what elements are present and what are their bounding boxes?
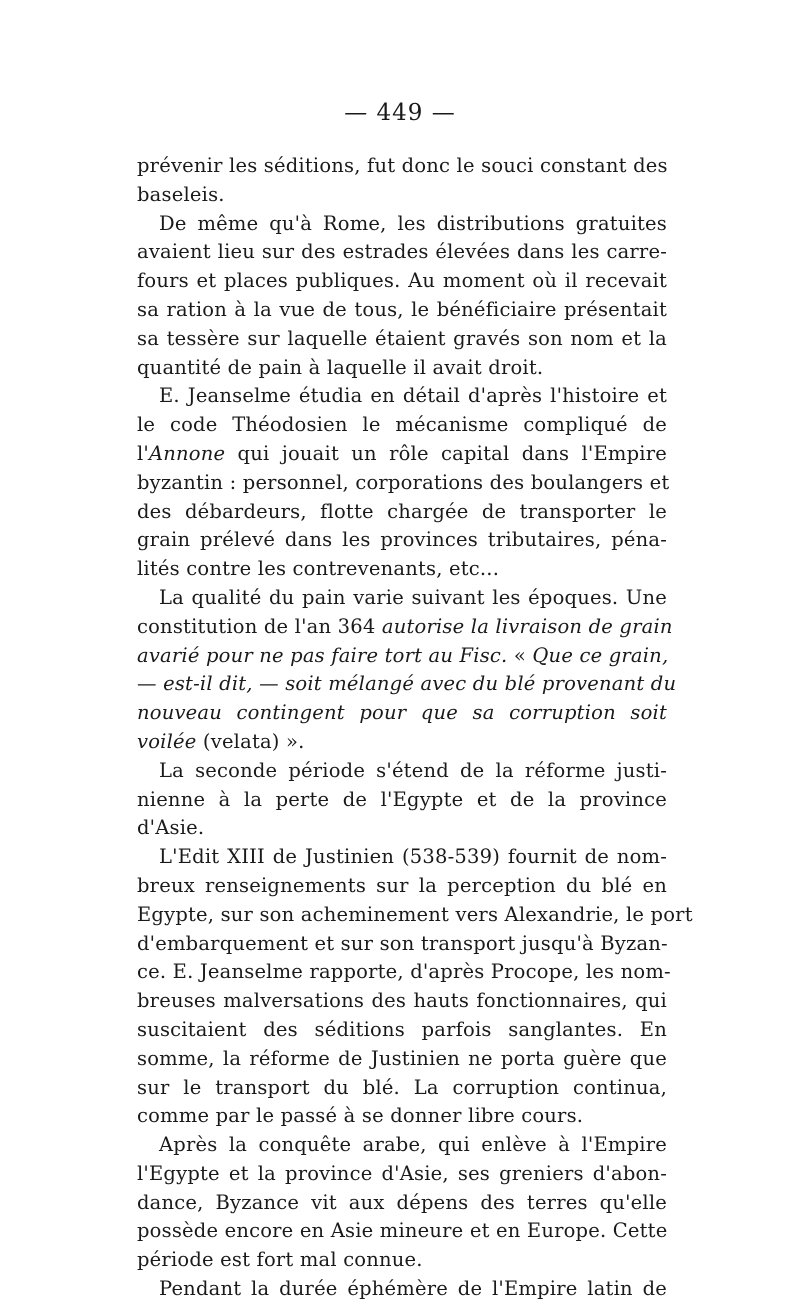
text-line: prévenir les séditions, fut donc le souci constant des xyxy=(137,154,668,177)
text-line: le code Théodosien le mécanisme compliqué de xyxy=(137,413,667,437)
text-line: des débardeurs, flotte chargée de transporter le xyxy=(137,499,667,523)
text-span: « xyxy=(507,643,533,667)
text-line: suscitaient des séditions parfois sanglantes. En xyxy=(137,1017,667,1041)
text-line: De même qu'à Rome, les distributions gratuites xyxy=(159,211,667,235)
text-line: La qualité du pain varie suivant les époques. Une xyxy=(159,585,667,609)
text-line: La seconde période s'étend de la réforme justi- xyxy=(159,758,667,782)
text-span: qui jouait un rôle capital dans l'Empire xyxy=(225,441,667,465)
text-span: constitution de l'an 364 xyxy=(137,614,382,638)
page-number: — 449 — xyxy=(344,100,456,126)
text-line: E. Jeanselme étudia en détail d'après l'histoire et xyxy=(159,384,667,408)
italic-span: Annone xyxy=(149,441,226,465)
text-line: dance, Byzance vit aux dépens des terres qu'elle xyxy=(137,1190,667,1214)
text-line xyxy=(137,728,667,757)
text-line xyxy=(137,699,667,728)
text-span: — xyxy=(137,672,164,696)
text-line: Pendant la durée éphémère de l'Empire latin de xyxy=(159,1277,667,1301)
italic-span: voilée xyxy=(137,729,197,753)
text-line xyxy=(137,440,667,469)
text-line: Egypte, sur son acheminement vers Alexandrie, le port xyxy=(137,902,693,926)
text-line: quantité de pain à laquelle il avait droit. xyxy=(137,355,544,379)
text-line: somme, la réforme de Justinien ne porta guère que xyxy=(137,1046,667,1070)
body-text xyxy=(137,152,693,1304)
text-line: possède encore en Asie mineure et en Europe. Cette xyxy=(137,1219,668,1243)
text-line: ce. E. Jeanselme rapporte, d'après Procope, les nom- xyxy=(137,960,671,984)
text-line: fours et places publiques. Au moment où il recevait xyxy=(137,269,667,293)
italic-span: autorise la livraison de grain xyxy=(381,614,673,638)
text-line: d'Asie. xyxy=(137,816,205,840)
text-line: l'Egypte et la province d'Asie, ses greniers d'abon- xyxy=(137,1161,667,1185)
text-line: grain prélevé dans les provinces tributaires, péna- xyxy=(137,528,667,552)
text-line: lités contre les contrevenants, etc... xyxy=(137,557,500,581)
text-line: L'Edit XIII de Justinien (538-539) fournit de nom- xyxy=(159,845,667,869)
text-line: d'embarquement et sur son transport jusqu'à Byzan- xyxy=(137,931,668,955)
italic-span: nouveau contingent pour que sa corruption soit xyxy=(137,701,667,725)
italic-span: est-il dit, — soit mélangé avec du blé provenant du xyxy=(163,672,677,696)
text-line xyxy=(137,613,673,642)
text-line xyxy=(137,670,677,699)
text-line: breuses malversations des hauts fonctionnaires, qui xyxy=(137,989,667,1013)
text-line: Après la conquête arabe, qui enlève à l'Empire xyxy=(159,1133,667,1157)
text-span: l' xyxy=(137,441,149,465)
text-line: sur le transport du blé. La corruption continua, xyxy=(137,1075,667,1099)
italic-span: Que ce grain, xyxy=(532,643,669,667)
text-line: sa tessère sur laquelle étaient gravés son nom et la xyxy=(137,326,667,350)
text-line: breux renseignements sur la perception du blé en xyxy=(137,873,667,897)
text-line: période est fort mal connue. xyxy=(137,1248,423,1272)
text-line: nienne à la perte de l'Egypte et de la province xyxy=(137,787,667,811)
text-line: byzantin : personnel, corporations des boulangers et xyxy=(137,470,670,494)
text-line: sa ration à la vue de tous, le bénéficiaire présentait xyxy=(137,297,667,321)
text-line xyxy=(137,642,667,671)
italic-span: avarié pour ne pas faire tort au Fisc. xyxy=(137,643,508,667)
text-line: avaient lieu sur des estrades élevées dans les carre- xyxy=(137,240,667,264)
text-line: baseleis. xyxy=(137,182,225,206)
text-line: comme par le passé à se donner libre cours. xyxy=(137,1104,584,1128)
text-span: (velata) ». xyxy=(196,729,305,753)
